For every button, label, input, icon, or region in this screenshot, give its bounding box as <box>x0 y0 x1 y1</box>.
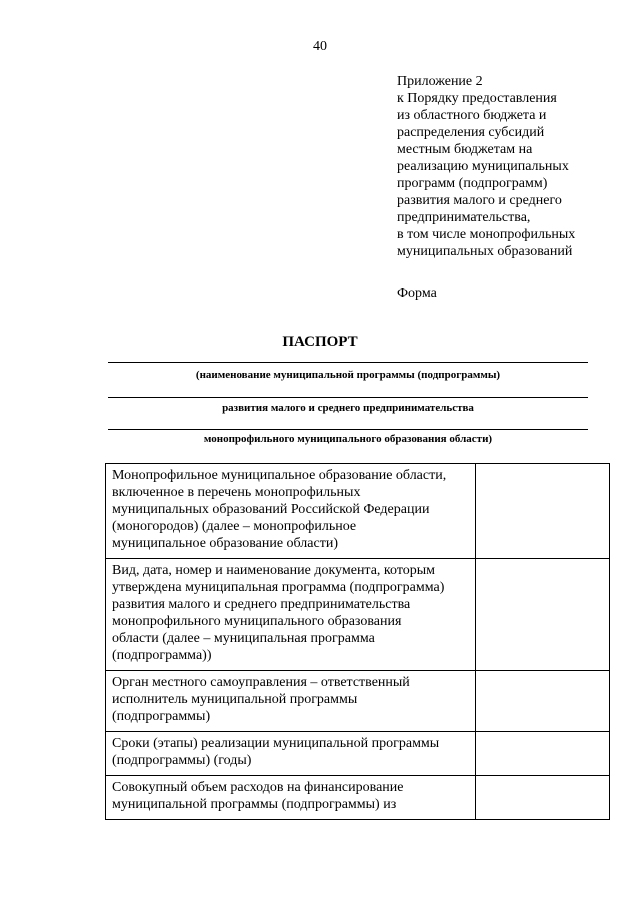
name-underline <box>108 429 588 430</box>
table-row <box>106 464 610 559</box>
row-label-line: (подпрограммы) (годы) <box>112 753 252 768</box>
appendix-line: предпринимательства, <box>397 210 531 225</box>
appendix-line: реализацию муниципальных <box>397 159 569 174</box>
table-row <box>106 732 610 776</box>
appendix-line: муниципальных образований <box>397 244 573 259</box>
form-label: Форма <box>397 286 437 301</box>
row-label-cell <box>106 464 476 559</box>
appendix-line: программ (подпрограмм) <box>397 176 548 191</box>
appendix-line: Приложение 2 <box>397 74 483 89</box>
row-value-cell <box>476 776 610 820</box>
row-label-line: Вид, дата, номер и наименование документа, которым <box>112 563 436 578</box>
appendix-line: из областного бюджета и <box>397 108 547 123</box>
row-label-line: области (далее – муниципальная программа <box>112 631 375 646</box>
row-label-line: включенное в перечень монопрофильных <box>112 485 361 500</box>
row-label-line: Орган местного самоуправления – ответственный <box>112 675 410 690</box>
row-label-line: Совокупный объем расходов на финансирование <box>112 780 404 795</box>
appendix-line: распределения субсидий <box>397 125 545 140</box>
appendix-line: в том числе монопрофильных <box>397 227 576 242</box>
row-label-line: (подпрограмма)) <box>112 648 212 663</box>
appendix-line: развития малого и среднего <box>397 193 562 208</box>
row-label-line: (подпрограммы) <box>112 709 211 724</box>
row-label-line: Сроки (этапы) реализации муниципальной программы <box>112 736 440 751</box>
name-underline <box>108 362 588 363</box>
row-value-cell <box>476 464 610 559</box>
row-label-line: муниципальной программы (подпрограммы) из <box>112 797 397 812</box>
appendix-line: местным бюджетам на <box>397 142 533 157</box>
page-number: 40 <box>313 39 327 54</box>
name-caption: развития малого и среднего предпринимательства <box>222 402 474 414</box>
appendix-line: к Порядку предоставления <box>397 91 557 106</box>
row-label-line: муниципальных образований Российской Федерации <box>112 502 430 517</box>
row-label-line: (моногородов) (далее – монопрофильное <box>112 519 357 534</box>
table-row <box>106 559 610 671</box>
row-label-line: Монопрофильное муниципальное образование области, <box>112 468 447 483</box>
row-label-line: развития малого и среднего предпринимательства <box>112 597 411 612</box>
passport-table <box>105 463 610 820</box>
row-label-cell <box>106 776 476 820</box>
row-value-cell <box>476 559 610 671</box>
name-underline <box>108 397 588 398</box>
table-row <box>106 776 610 820</box>
row-label-line: утверждена муниципальная программа (подпрограмма) <box>112 580 445 595</box>
row-value-cell <box>476 671 610 732</box>
row-value-cell <box>476 732 610 776</box>
name-caption: (наименование муниципальной программы (подпрограммы) <box>195 369 501 381</box>
row-label-line: муниципальное образование области) <box>112 536 338 551</box>
appendix-block <box>397 73 632 260</box>
row-label-cell <box>106 671 476 732</box>
row-label-line: монопрофильного муниципального образования <box>112 614 402 629</box>
row-label-cell <box>106 732 476 776</box>
passport-title: ПАСПОРТ <box>282 334 358 350</box>
table-row <box>106 671 610 732</box>
row-label-cell <box>106 559 476 671</box>
row-label-line: исполнитель муниципальной программы <box>112 692 358 707</box>
name-caption: монопрофильного муниципального образования области) <box>203 433 493 445</box>
